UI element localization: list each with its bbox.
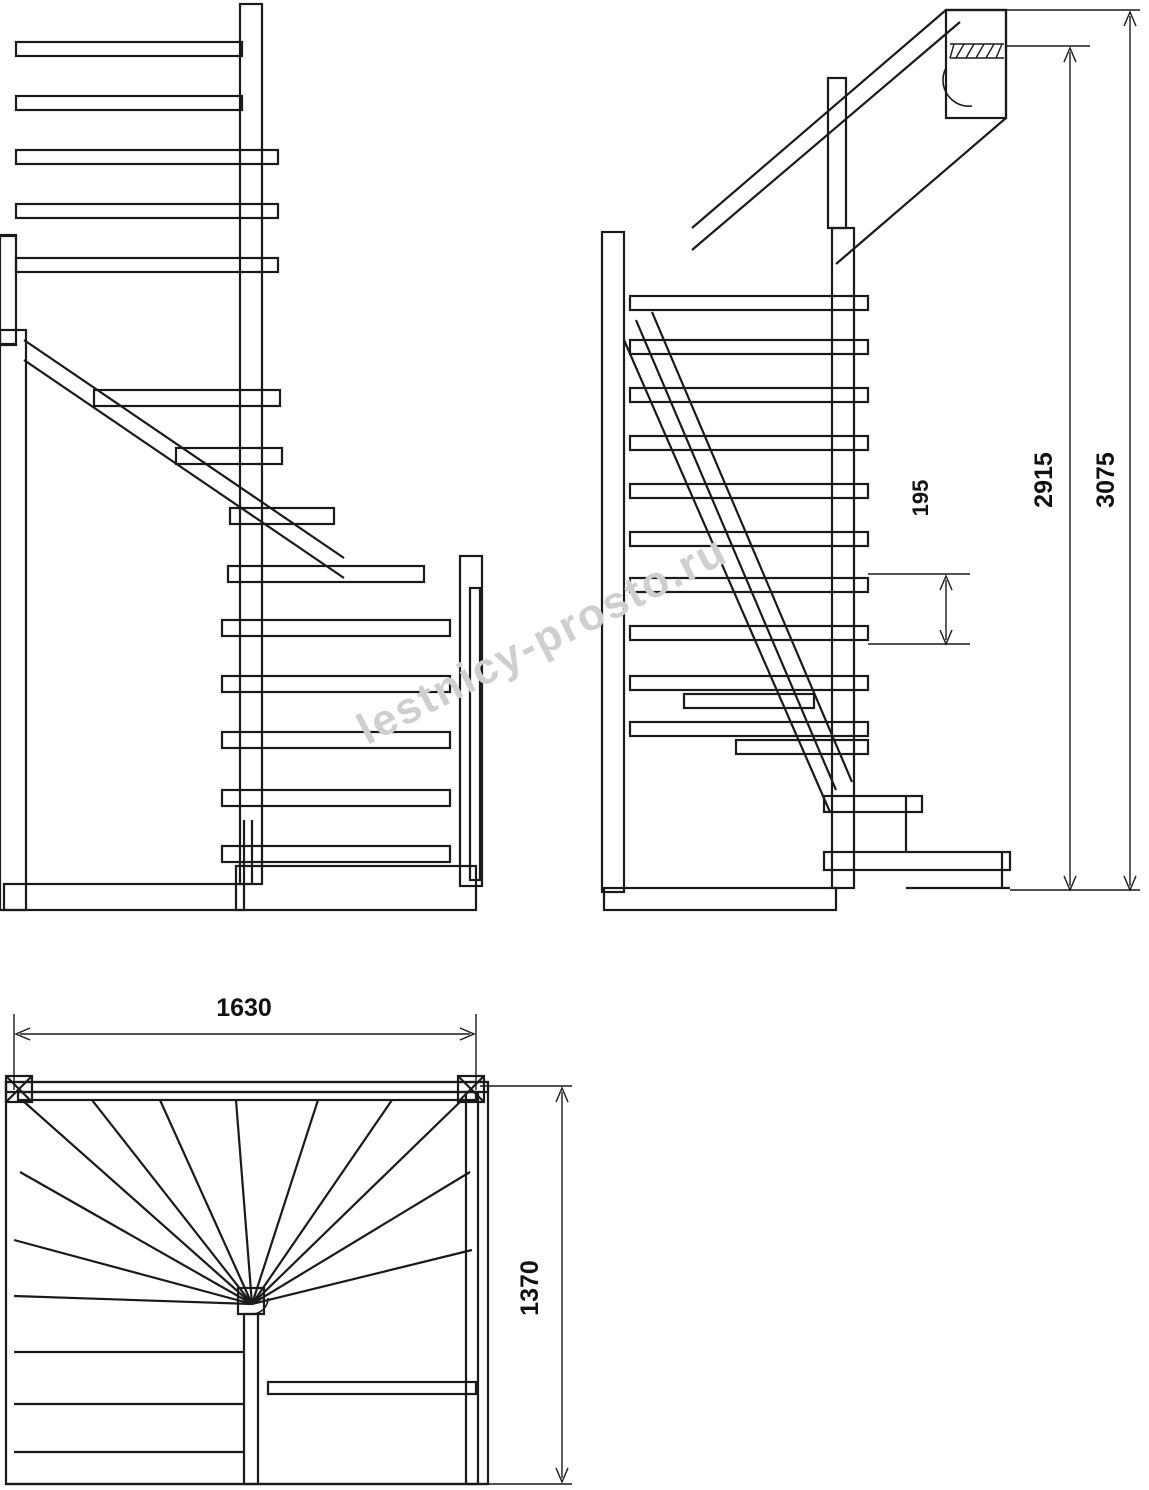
- plan-straight-treads: [14, 1352, 244, 1452]
- dimension-riser-height: 195: [908, 479, 933, 517]
- watermark: lestnicy-prosto.ru: [349, 525, 735, 755]
- dimension-plan-depth: 1370: [516, 1260, 544, 1316]
- front-handrail-rails: [16, 42, 278, 272]
- front-treads: [94, 390, 450, 862]
- side-elevation-view: [602, 10, 1010, 910]
- plan-view: [6, 1076, 488, 1484]
- side-treads: [630, 296, 1010, 870]
- front-elevation-view: [0, 4, 482, 910]
- winder-treads: [14, 1100, 472, 1304]
- dimension-plan-width: 1630: [216, 994, 272, 1022]
- dimension-floor-height: 2915: [1030, 452, 1058, 508]
- vertical-dimension-set: [868, 10, 1140, 890]
- dimension-total-height: 3075: [1092, 452, 1120, 508]
